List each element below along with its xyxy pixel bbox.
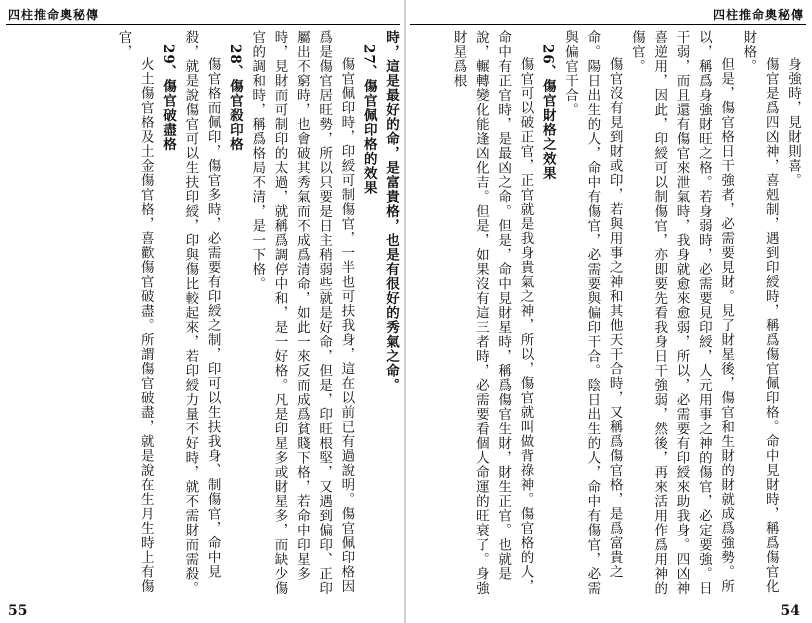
right-paragraph-2: 傷官是爲四凶神，喜剋制，遇到印綬時，稱爲傷官佩印格。命中見財時，稱爲傷官化財格。 [740,30,779,594]
left-page-body [4,30,402,600]
page-gutter [404,0,406,623]
right-header-rule [410,24,806,25]
left-section-heading-28: 28、傷官殺印格 [226,43,243,152]
right-page-number: 54 [780,603,800,619]
right-paragraph-3: 但是，傷官格日干強者，必需要見財。見了財星後，傷官和生財的財就成爲強勢。所以，稱爲身強財旺之格。若身弱時，必需要見印綬，人元用事之神的傷官，必定要強。日干弱，而且還有傷官來泄氣時，我身就愈來愈弱，所以，必需要有印綬來助我身。四凶神喜逆用，因此，印綬可以制傷官，亦即要先看我身日干強弱，然後，再來活用作爲用神的傷官。 [628,30,735,596]
right-paragraph-4: 傷官沒有見到財或印，若與用事之神和其他天干合時，又稱爲傷官格，是爲富貴之命。陽日出生的人，命中有傷官，必需要與偏印干合。陰日出生的人，命中有傷官，必需與偏官干合。 [562,30,623,596]
left-paragraph-4: 傷官佩印時，印綬可制傷官，一半也可扶我身，這在以前已有過說明。傷官佩印格因爲是傷官居旺勢，所以只要是日主稍弱些就是好命，但是，印旺根堅，又遇到偏印、正印屬出不窮時，也會破其秀氣而不成爲清命，如此一來反而成爲貧賤下格，若命中印星多時，見財而可制印的太過，就稱爲調停中和，是一好格。凡是印星多或財星多，而缺少傷官的調和時，稱爲格局不清，是一下格。 [249,30,355,596]
left-section-heading-29: 29、傷官破盡格 [160,43,177,152]
right-paragraph-1: 身強時，見財則喜。 [785,57,801,188]
left-page-number: 55 [8,603,28,619]
right-section-heading-26: 26、傷官財格之效果 [539,43,556,181]
left-paragraph-6: 傷官格而佩印，傷官多時，必需要有印綬之制，印可以生扶我身、制傷官，命中見殺，就是說傷官可以生扶印綬，印與傷比較起來，若印綬力量不好時，就不需財而需殺。 [182,30,221,596]
left-paragraph-8: 火土傷官格及土金傷官格，喜歡傷官破盡。所謂傷官破盡，就是說在生月生時上有傷官， [115,30,154,594]
left-page-header: 四柱推命奧秘傳 [8,8,100,22]
left-section-heading-27: 27、傷官佩印格的效果 [360,43,377,195]
right-paragraph-6: 傷官可以破正官，正官就是我身貴氣之神，所以，傷官就叫做背祿神。傷官格的人，命中有正官時，是最凶之命。但是，命中見財星時，稱爲傷官生財，財生正官。也就是說，輾轉變化能逢凶化吉。但是，如果沒有這三者時，必需要看個人命運的旺衰了。身強財星爲根 [450,30,534,596]
left-paragraph-1: 時，這是最好的命，是富貴格，也是有很好的秀氣之命。 [383,30,399,393]
right-page-body [410,30,804,600]
right-page-header: 四柱推命奧秘傳 [712,8,804,22]
left-header-rule [6,24,400,25]
